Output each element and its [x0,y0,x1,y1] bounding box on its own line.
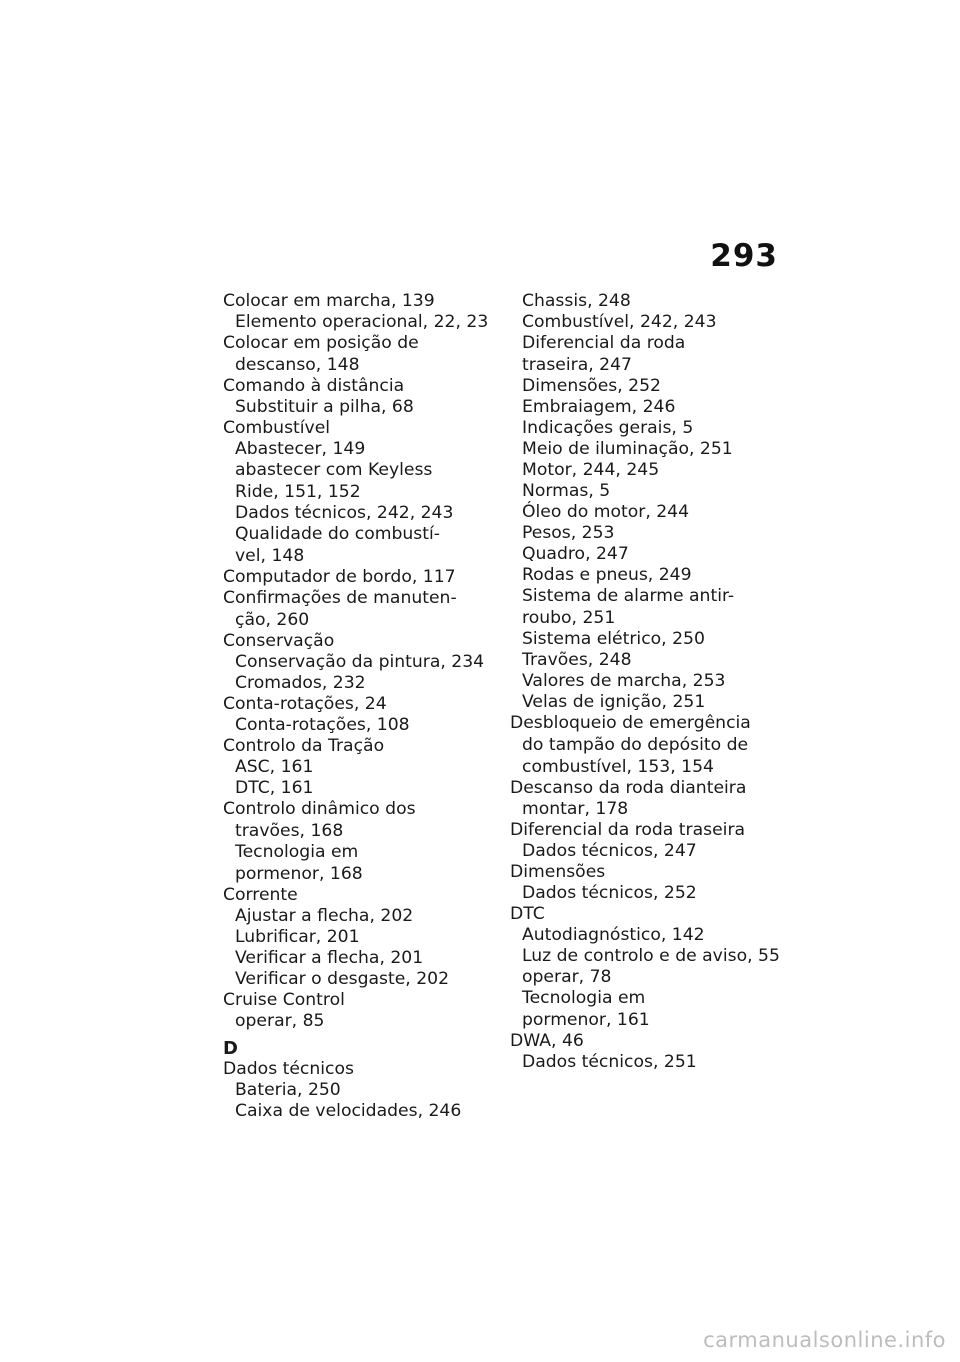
index-subentry [223,927,508,948]
index-entry [223,588,508,631]
index-subentry [223,969,508,990]
index-entry [223,376,508,397]
index-entry [510,778,800,799]
index-entry-text: Ajustar a flecha, 202 [235,906,414,926]
index-entry-text: Dimensões, 252 [522,376,661,396]
index-entry-text: combustível, 153, 154 [522,757,714,777]
page-number: 293 [710,238,778,274]
index-entry-text: Verificar o desgaste, 202 [235,969,450,989]
index-entry-text: do tampão do depósito de [522,735,749,755]
index-entry [223,885,508,906]
index-entry-text: Valores de marcha, 253 [522,671,726,691]
index-entry-text: montar, 178 [522,799,629,819]
index-entry-text: Substituir a pilha, 68 [235,397,414,417]
index-entry-text: Conta-rotações, 108 [235,715,410,735]
index-entry-text: Sistema elétrico, 250 [522,629,705,649]
index-entry-text: Meio de iluminação, 251 [522,439,733,459]
index-subentry [223,439,508,460]
index-subentry [510,629,800,650]
index-entry-text: Dados técnicos, 242, 243 [235,503,454,523]
index-subentry [223,673,508,694]
index-entry-text: Controlo da Tração [223,736,385,756]
index-entry-text: Elemento operacional, 22, 23 [235,312,489,332]
index-entry-text: Dados técnicos, 252 [522,883,697,903]
index-subentry [510,376,800,397]
index-subentry [223,1011,508,1032]
index-entry [223,567,508,588]
index-entry-text: DWA, 46 [510,1031,584,1051]
index-entry-text: Autodiagnóstico, 142 [522,925,705,945]
index-entry-text: Conta-rotações, 24 [223,694,387,714]
index-subentry [510,333,800,376]
index-entry-text: Controlo dinâmico dos [223,799,416,819]
index-entry-text: Quadro, 247 [522,544,629,564]
index-entry [510,713,800,778]
index-entry-text: Cromados, 232 [235,673,366,693]
index-entry [223,418,508,439]
index-subentry [223,652,508,673]
index-subentry [510,692,800,713]
index-subentry [223,503,508,524]
index-subentry [223,1101,508,1122]
index-entry [223,736,508,757]
index-subentry [223,757,508,778]
index-column-right [510,291,800,1073]
index-subentry [510,565,800,586]
index-entry-text: Bateria, 250 [235,1080,341,1100]
index-entry-text: Dados técnicos [223,1059,354,1079]
index-subentry [223,312,508,333]
index-entry-text: Computador de bordo, 117 [223,567,456,587]
index-entry-text: Dados técnicos, 251 [522,1052,697,1072]
index-subentry [510,460,800,481]
index-entry [510,820,800,841]
index-entry-text: abastecer com Keyless [235,460,433,480]
index-entry-text: D [223,1038,238,1059]
index-entry-text: Corrente [223,885,298,905]
index-entry [223,799,508,842]
index-entry-text: DTC [510,904,545,924]
index-entry-text: pormenor, 168 [235,864,363,884]
index-subentry [223,778,508,799]
index-subentry [510,586,800,629]
index-subentry [223,524,508,567]
index-entry-text: ção, 260 [235,610,310,630]
index-entry [223,1059,508,1080]
index-entry-text: Colocar em marcha, 139 [223,291,435,311]
index-entry-text: Dados técnicos, 247 [522,841,697,861]
index-entry-text: Velas de ignição, 251 [522,692,706,712]
index-entry-text: traseira, 247 [522,355,632,375]
index-subentry [223,460,508,503]
index-entry-text: Desbloqueio de emergência [510,713,751,733]
index-entry-text: travões, 168 [235,821,344,841]
index-subentry [510,883,800,904]
index-entry-text: Embraiagem, 246 [522,397,676,417]
watermark: carmanualsonline.info [703,1328,946,1352]
index-entry-text: Diferencial da roda traseira [510,820,746,840]
index-entry [510,904,800,925]
index-subentry [510,1052,800,1073]
index-entry [510,862,800,883]
index-section-letter [223,1038,508,1059]
index-subentry [510,481,800,502]
index-entry-text: operar, 78 [522,967,612,987]
index-entry-text: ASC, 161 [235,757,314,777]
index-entry-text: Óleo do motor, 244 [522,502,690,522]
index-subentry [510,671,800,692]
index-entry-text: Abastecer, 149 [235,439,366,459]
index-subentry [510,967,800,988]
index-entry-text: Verificar a flecha, 201 [235,948,424,968]
index-subentry [223,948,508,969]
index-subentry [510,650,800,671]
index-entry [510,1031,800,1052]
index-entry-text: Qualidade do combustí- [235,524,440,544]
index-entry-text: Dimensões [510,862,606,882]
index-subentry [223,906,508,927]
index-entry-text: Tecnologia em [522,988,646,1008]
index-subentry [510,946,800,967]
index-entry-text: Colocar em posição de [223,333,419,353]
index-entry-text: Diferencial da roda [522,333,686,353]
index-entry-text: Combustível [223,418,331,438]
index-subentry [510,418,800,439]
index-subentry [510,523,800,544]
index-entry-text: Pesos, 253 [522,523,615,543]
index-subentry [223,715,508,736]
index-entry-text: Rodas e pneus, 249 [522,565,692,585]
index-entry-text: Tecnologia em [235,842,359,862]
index-entry-text: Chassis, 248 [522,291,631,311]
index-entry [223,333,508,376]
index-entry-text: DTC, 161 [235,778,314,798]
index-entry-text: Ride, 151, 152 [235,482,361,502]
index-entry-text: Lubrificar, 201 [235,927,360,947]
index-entry-text: Conservação da pintura, 234 [235,652,485,672]
index-entry-text: descanso, 148 [235,355,360,375]
index-entry-text: vel, 148 [235,546,305,566]
index-entry-text: operar, 85 [235,1011,325,1031]
index-subentry [510,799,800,820]
index-entry-text: Caixa de velocidades, 246 [235,1101,462,1121]
index-entry-text: Comando à distância [223,376,405,396]
index-entry-text: Cruise Control [223,990,345,1010]
index-subentry [510,291,800,312]
index-entry-text: Travões, 248 [522,650,632,670]
index-entry [223,990,508,1011]
index-column-left [223,291,508,1122]
index-entry-text: Normas, 5 [522,481,611,501]
index-entry [223,694,508,715]
index-subentry [223,1080,508,1101]
index-entry-text: Motor, 244, 245 [522,460,660,480]
index-subentry [510,925,800,946]
index-entry [223,291,508,312]
index-subentry [510,544,800,565]
index-entry-text: Indicações gerais, 5 [522,418,694,438]
index-subentry [510,439,800,460]
index-subentry [510,397,800,418]
index-entry-text: Sistema de alarme antir- [522,586,735,606]
index-subentry [223,397,508,418]
index-subentry [510,502,800,523]
index-entry-text: Combustível, 242, 243 [522,312,717,332]
index-entry-text: roubo, 251 [522,608,616,628]
index-subentry [223,842,508,885]
index-entry-text: Luz de controlo e de aviso, 55 [522,946,780,966]
index-entry-text: pormenor, 161 [522,1010,650,1030]
index-subentry [510,841,800,862]
index-entry-text: Descanso da roda dianteira [510,778,747,798]
index-entry [223,631,508,652]
index-subentry [510,988,800,1031]
index-entry-text: Conservação [223,631,335,651]
index-entry-text: Confirmações de manuten- [223,588,457,608]
index-subentry [510,312,800,333]
